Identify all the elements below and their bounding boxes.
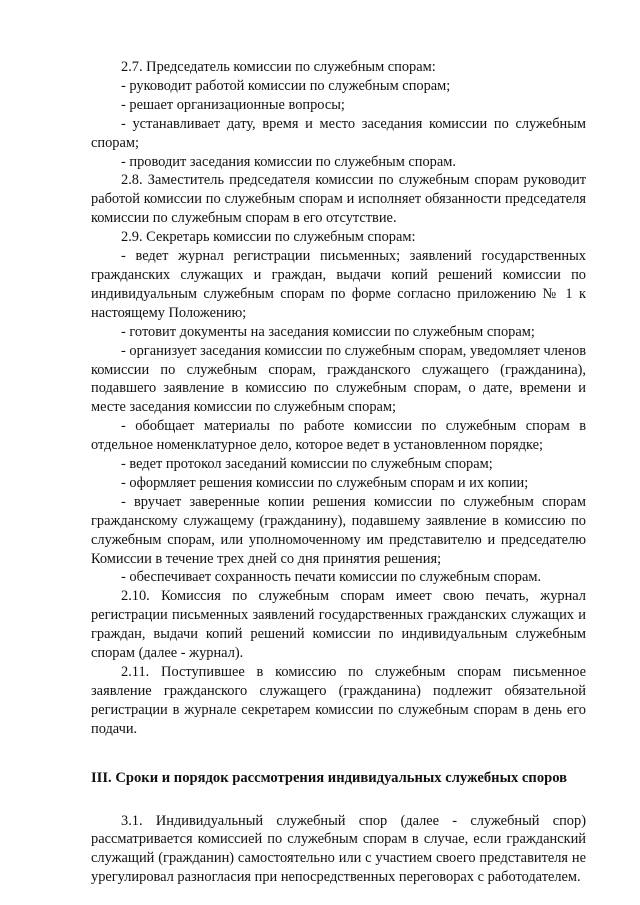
list-item: - устанавливает дату, время и место заседания комиссии по служебным спорам; bbox=[91, 115, 586, 151]
list-item: - обеспечивает сохранность печати комиссии по служебным спорам. bbox=[121, 569, 542, 586]
list-item: - ведет протокол заседаний комиссии по служебным спорам; bbox=[121, 456, 493, 473]
paragraph-2-9: 2.9. Секретарь комиссии по служебным спорам: bbox=[121, 229, 416, 246]
list-item: - решает организационные вопросы; bbox=[121, 96, 345, 113]
paragraph-2-11: 2.11. Поступившее в комиссию по служебным спорам письменное заявление гражданского служащего (гражданина) подлежит обязательной регистрации в журнале секретарем комиссии по служебным спорам в день его подачи. bbox=[91, 664, 586, 737]
list-item: - организует заседания комиссии по служебным спорам, уведомляет членов комиссии по служебным спорам, гражданского служащего (гражданина), подавшего заявление в комиссию по служебным спорам, о дате, времени и месте заседания комиссии по служебным спорам; bbox=[91, 342, 586, 416]
paragraph-3-1: 3.1. Индивидуальный служебный спор (далее - служебный спор) рассматривается комиссией по служебным спорам в случае, если гражданский служащий (гражданин) самостоятельно или с участием своего представителя не урегулировал разногласия при непосредственных переговорах с работодателем. bbox=[91, 812, 586, 886]
document-page bbox=[91, 58, 586, 887]
list-item: - ведет журнал регистрации письменных; заявлений государственных гражданских служащих и граждан, выдачи копий решений комиссии по индивидуальным служебным спорам по форме согласно приложению № 1 к настоящему Положению; bbox=[91, 248, 586, 321]
list-item: - проводит заседания комиссии по служебным спорам. bbox=[121, 153, 456, 170]
paragraph-2-8: 2.8. Заместитель председателя комиссии по служебным спорам руководит работой комиссии по служебным спорам и исполняет обязанности председателя комиссии по служебным спорам в его отсутствие. bbox=[91, 172, 586, 227]
paragraph-2-7: 2.7. Председатель комиссии по служебным спорам: bbox=[121, 59, 436, 75]
list-item: - готовит документы на заседания комиссии по служебным спорам; bbox=[121, 323, 535, 340]
list-item: - обобщает материалы по работе комиссии по служебным спорам в отдельное номенклатурное дело, которое ведет в установленном порядке; bbox=[91, 418, 586, 454]
section-heading: III. Сроки и порядок рассмотрения индивидуальных служебных споров bbox=[91, 769, 568, 786]
list-item: - руководит работой комиссии по служебным спорам; bbox=[121, 77, 451, 94]
list-item: - вручает заверенные копии решения комиссии по служебным спорам гражданскому служащему (гражданину), подавшему заявление в комиссию по служебным спорам, или уполномоченному им представителю и председателю Комиссии в течение трех дней со дня принятия решения; bbox=[91, 493, 586, 567]
list-item: - оформляет решения комиссии по служебным спорам и их копии; bbox=[121, 474, 529, 491]
paragraph-2-10: 2.10. Комиссия по служебным спорам имеет свою печать, журнал регистрации письменных заявлений государственных гражданских служащих и граждан, выдачи копий решений комиссии по индивидуальным служебным спорам (далее - журнал). bbox=[91, 588, 586, 662]
